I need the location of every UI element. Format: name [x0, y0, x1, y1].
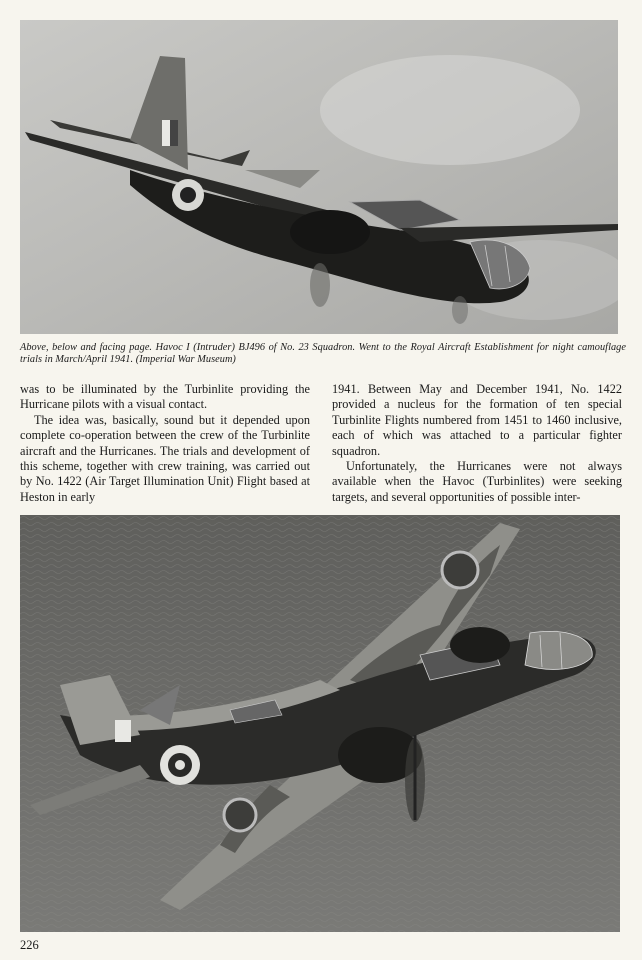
photo-caption: Above, below and facing page. Havoc I (Intruder) BJ496 of No. 23 Squadron. Went to the Royal Aircraft Establishment for night camouflage trials in March/April 1941. (Imperial War Museum) [20, 342, 626, 365]
text-column-left [20, 382, 310, 505]
photo-havoc-bottom [20, 515, 620, 932]
text-column-right [332, 382, 622, 505]
havoc-aircraft-image [20, 515, 620, 932]
paragraph: 1941. Between May and December 1941, No. 1422 provided a nucleus for the formation of ten special Turbinlite Flights numbered from 1451 to 1460 inclusive, each of which was attached to a particular fighter squadron. [332, 382, 622, 458]
paragraph: The idea was, basically, sound but it depended upon complete co-operation between the crew of the Turbinlite aircraft and the Hurricanes. The trials and development of this scheme, together with crew training, was carried out by No. 1422 (Air Target Illumination Unit) Flight based at Heston in early [20, 412, 310, 504]
paragraph: was to be illuminated by the Turbinlite providing the Hurricane pilots with a visual contact. [20, 382, 310, 412]
paragraph: Unfortunately, the Hurricanes were not always available when the Havoc (Turbinlites) were seeking targets, and several opportunities of possible inter- [332, 459, 622, 504]
havoc-aircraft-image [20, 20, 618, 334]
photo-havoc-top [20, 20, 618, 334]
page-number: 226 [20, 938, 39, 952]
